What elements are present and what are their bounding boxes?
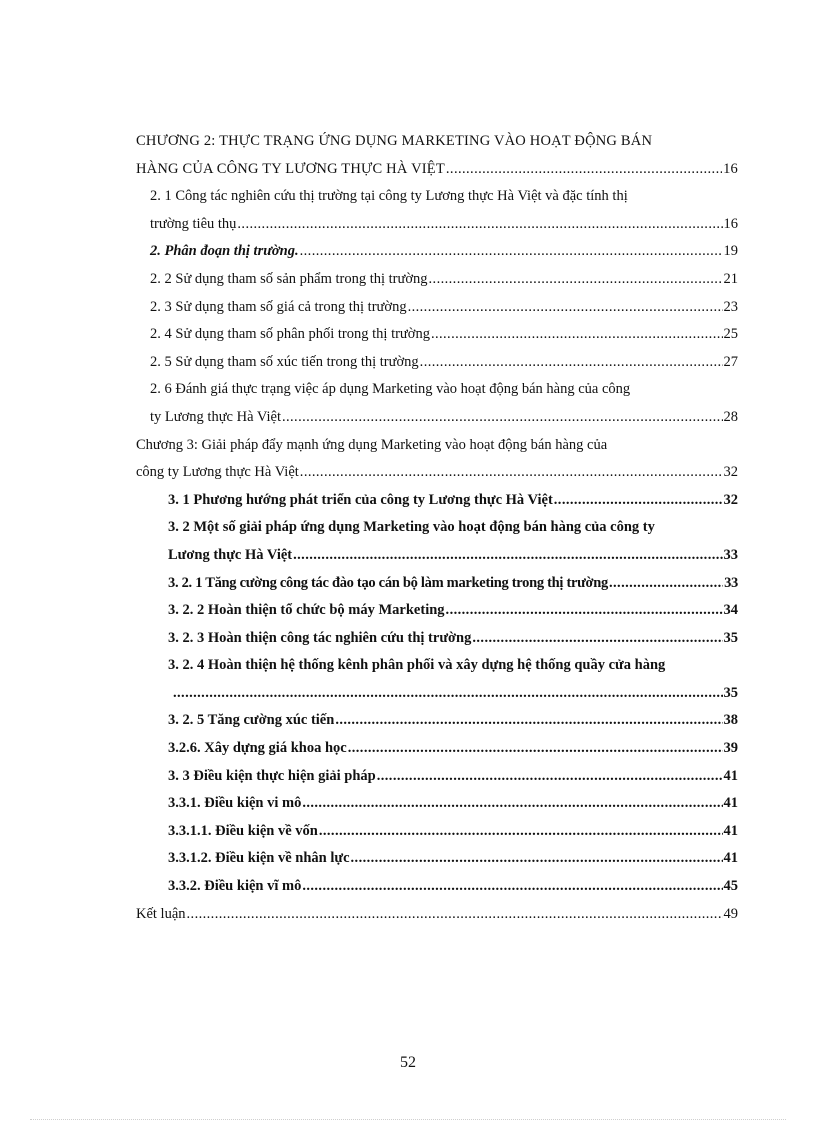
dot-leader xyxy=(319,818,723,846)
dot-leader xyxy=(335,707,722,735)
toc-page-number: 27 xyxy=(723,353,738,370)
footer-divider xyxy=(30,1119,786,1120)
toc-entry-3-3-1-1[interactable] xyxy=(136,818,738,846)
toc-page-number: 16 xyxy=(723,160,738,177)
dot-leader xyxy=(472,625,722,653)
toc-entry-text: 2. 4 Sử dụng tham số phân phối trong thị trường xyxy=(150,326,430,343)
toc-entry-text: 3. 1 Phương hướng phát triển của công ty Lương thực Hà Việt xyxy=(168,491,553,508)
toc-page-number: 16 xyxy=(723,215,738,232)
toc-page-number: 33 xyxy=(723,546,738,563)
toc-page-number: 49 xyxy=(723,905,738,922)
toc-page-number: 39 xyxy=(723,740,738,757)
toc-page-number: 28 xyxy=(723,408,738,425)
toc-entry-text: ty Lương thực Hà Việt xyxy=(150,408,281,425)
dot-leader xyxy=(282,404,723,432)
dot-leader xyxy=(293,542,722,570)
dot-leader xyxy=(302,790,722,818)
toc-entry-text: 3.3.1.1. Điều kiện về vốn xyxy=(168,822,318,839)
toc-page-number: 41 xyxy=(723,795,738,812)
toc-entry-text: 2. Phân đoạn thị trường. xyxy=(150,243,299,260)
dot-leader xyxy=(187,901,723,929)
toc-entry-text: 3.3.2. Điều kiện vĩ mô xyxy=(168,878,302,895)
toc-entry-text: 3. 2. 1 Tăng cường công tác đào tạo cán bộ làm marketing trong thị trường xyxy=(168,574,608,591)
dot-leader xyxy=(429,266,723,294)
toc-page-number: 41 xyxy=(723,822,738,839)
toc-entry-text: 3. 2. 3 Hoàn thiện công tác nghiên cứu thị trường xyxy=(168,629,472,646)
dot-leader xyxy=(554,487,723,515)
toc-entry-3-2-2[interactable] xyxy=(136,597,738,625)
dot-leader xyxy=(446,597,723,625)
toc-entry-text: 3. 2. 5 Tăng cường xúc tiến xyxy=(168,712,335,729)
toc-entry-3-3-1[interactable] xyxy=(136,790,738,818)
toc-page-number: 41 xyxy=(723,767,738,784)
dot-leader xyxy=(348,735,723,763)
toc-entry-ket-luan[interactable] xyxy=(136,901,738,929)
toc-entry-2-1[interactable] xyxy=(136,183,738,238)
toc-entry-text: HÀNG CỦA CÔNG TY LƯƠNG THỰC HÀ VIỆT xyxy=(136,160,445,177)
table-of-contents xyxy=(136,128,738,928)
toc-entry-text: 3.3.1. Điều kiện vi mô xyxy=(168,795,302,812)
toc-entry-text: 3. 3 Điều kiện thực hiện giải pháp xyxy=(168,767,376,784)
dot-leader xyxy=(237,211,722,239)
dot-leader xyxy=(408,294,723,322)
toc-entry-phan-doan[interactable] xyxy=(136,238,738,266)
toc-entry-3-3-1-2[interactable] xyxy=(136,845,738,873)
toc-entry-text: Lương thực Hà Việt xyxy=(168,546,293,563)
toc-entry-3-2-5[interactable] xyxy=(136,707,738,735)
toc-entry-2-4[interactable] xyxy=(136,321,738,349)
dot-leader xyxy=(302,873,722,901)
dot-leader xyxy=(431,321,723,349)
toc-entry-3-2-6[interactable] xyxy=(136,735,738,763)
dot-leader xyxy=(300,459,723,487)
toc-page-number: 34 xyxy=(723,602,738,619)
toc-page-number: 41 xyxy=(723,850,738,867)
toc-entry-text: trường tiêu thụ xyxy=(150,215,237,232)
toc-page-number: 38 xyxy=(723,712,738,729)
dot-leader xyxy=(420,349,723,377)
toc-entry-text: 3.2.6. Xây dựng giá khoa học xyxy=(168,740,347,757)
dot-leader xyxy=(446,156,722,184)
toc-entry-text: công ty Lương thực Hà Việt xyxy=(136,464,299,481)
toc-entry-chapter-3[interactable] xyxy=(136,432,738,487)
toc-entry-2-3[interactable] xyxy=(136,294,738,322)
toc-entry-2-5[interactable] xyxy=(136,349,738,377)
toc-page-number: 33 xyxy=(724,574,738,591)
toc-page-number: 35 xyxy=(723,629,738,646)
toc-entry-3-2[interactable] xyxy=(136,514,738,569)
toc-page-number: 35 xyxy=(723,684,738,701)
dot-leader xyxy=(300,238,723,266)
toc-page-number: 19 xyxy=(723,243,738,260)
dot-leader xyxy=(609,570,723,598)
toc-entry-text: 3.3.1.2. Điều kiện về nhân lực xyxy=(168,850,350,867)
toc-entry-text: 2. 3 Sử dụng tham số giá cả trong thị trường xyxy=(150,298,407,315)
toc-entry-3-3[interactable] xyxy=(136,763,738,791)
toc-entry-text: 2. 6 Đánh giá thực trạng việc áp dụng Marketing vào hoạt động bán hàng của công xyxy=(150,381,631,398)
toc-page-number: 23 xyxy=(723,298,738,315)
toc-entry-text: CHƯƠNG 2: THỰC TRẠNG ỨNG DỤNG MARKETING VÀO HOẠT ĐỘNG BÁN xyxy=(136,133,653,149)
dot-leader xyxy=(173,680,723,708)
toc-entry-chapter-2[interactable] xyxy=(136,128,738,183)
toc-entry-3-1[interactable] xyxy=(136,487,738,515)
toc-entry-text: 2. 5 Sử dụng tham số xúc tiến trong thị trường xyxy=(150,353,419,370)
toc-entry-3-2-3[interactable] xyxy=(136,625,738,653)
toc-page-number: 21 xyxy=(723,270,738,287)
toc-entry-text: 3. 2 Một số giải pháp ứng dụng Marketing vào hoạt động bán hàng của công ty xyxy=(168,519,655,536)
toc-entry-3-3-2[interactable] xyxy=(136,873,738,901)
toc-entry-3-2-4[interactable] xyxy=(136,652,738,707)
dot-leader xyxy=(377,763,723,791)
dot-leader xyxy=(351,845,723,873)
toc-entry-text: 2. 1 Công tác nghiên cứu thị trường tại công ty Lương thực Hà Việt và đặc tính thị xyxy=(150,188,628,205)
toc-page-number: 32 xyxy=(723,491,738,508)
toc-entry-text: 3. 2. 2 Hoàn thiện tổ chức bộ máy Marketing xyxy=(168,602,445,619)
page-number: 52 xyxy=(400,1054,416,1071)
toc-entry-text: Kết luận xyxy=(136,905,186,922)
toc-entry-text: Chương 3: Giải pháp đẩy mạnh ứng dụng Marketing vào hoạt động bán hàng của xyxy=(136,436,608,453)
toc-entry-2-2[interactable] xyxy=(136,266,738,294)
toc-entry-text: 2. 2 Sử dụng tham số sản phẩm trong thị trường xyxy=(150,270,428,287)
toc-entry-3-2-1[interactable] xyxy=(136,570,738,598)
toc-entry-text: 3. 2. 4 Hoàn thiện hệ thống kênh phân phối và xây dựng hệ thống quầy cửa hàng xyxy=(168,657,666,674)
toc-page-number: 25 xyxy=(723,326,738,343)
toc-entry-2-6[interactable] xyxy=(136,376,738,431)
toc-page-number: 32 xyxy=(723,464,738,481)
toc-page-number: 45 xyxy=(723,878,738,895)
